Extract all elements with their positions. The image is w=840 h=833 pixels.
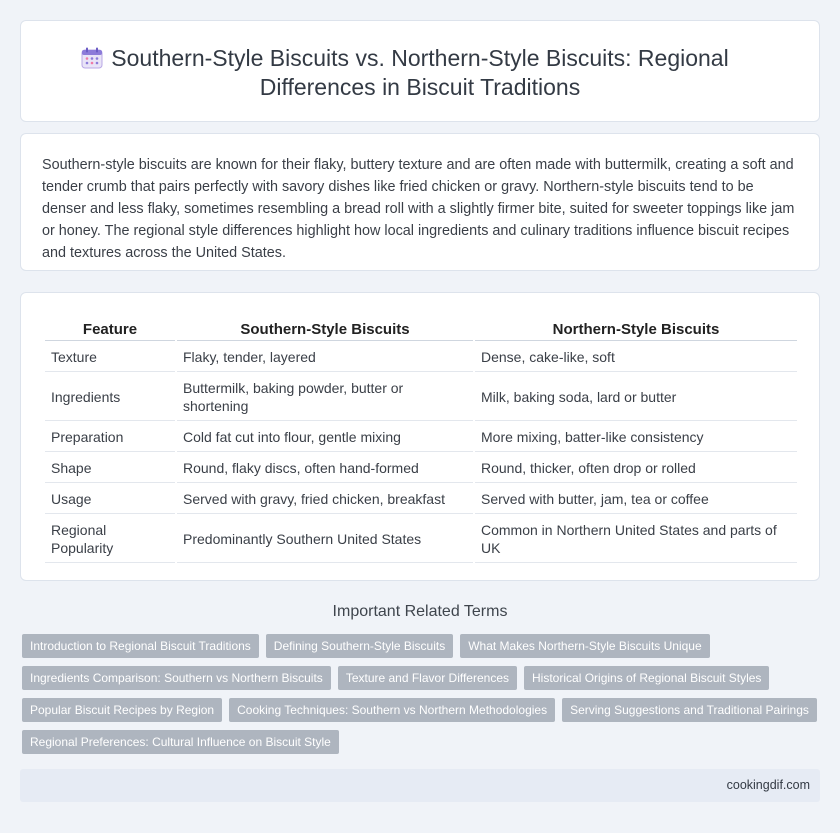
related-term-tag[interactable]: Regional Preferences: Cultural Influence on Biscuit Style xyxy=(22,730,339,754)
footer-site-link[interactable]: cookingdif.com xyxy=(726,778,810,792)
footer xyxy=(20,769,820,802)
intro-paragraph: Southern-style biscuits are known for their flaky, buttery texture and are often made with buttermilk, creating a soft and tender crumb that pairs perfectly with savory dishes like fried chicken or gravy. Northern-style biscuits tend to be denser and less flaky, sometimes resembling a bread roll with a slightly firmer bite, suited for sweeter toppings like jam or honey. The regional style differences highlight how local ingredients and culinary traditions influence biscuit recipes and textures across the United States. xyxy=(42,157,795,261)
related-term-tag[interactable]: What Makes Northern-Style Biscuits Unique xyxy=(460,634,709,658)
table-cell-southern: Round, flaky discs, often hand-formed xyxy=(177,454,473,483)
column-header: Southern-Style Biscuits xyxy=(177,319,473,341)
related-term-tag[interactable]: Texture and Flavor Differences xyxy=(338,666,517,690)
table-cell-feature: Texture xyxy=(45,343,175,372)
table-cell-northern: More mixing, batter-like consistency xyxy=(475,423,797,452)
related-term-tag[interactable]: Historical Origins of Regional Biscuit Styles xyxy=(524,666,769,690)
table-cell-feature: Usage xyxy=(45,485,175,514)
table-cell-southern: Flaky, tender, layered xyxy=(177,343,473,372)
column-header: Feature xyxy=(45,319,175,341)
intro-card xyxy=(20,133,820,271)
table-cell-northern: Dense, cake-like, soft xyxy=(475,343,797,372)
header-card xyxy=(20,20,820,122)
related-term-tag[interactable]: Popular Biscuit Recipes by Region xyxy=(22,698,222,722)
table-cell-northern: Round, thicker, often drop or rolled xyxy=(475,454,797,483)
table-header-row xyxy=(45,319,797,341)
column-header: Northern-Style Biscuits xyxy=(475,319,797,341)
table-cell-northern: Common in Northern United States and parts of UK xyxy=(475,516,797,563)
table-cell-feature: Ingredients xyxy=(45,374,175,421)
table-cell-southern: Buttermilk, baking powder, butter or shortening xyxy=(177,374,473,421)
table-cell-northern: Milk, baking soda, lard or butter xyxy=(475,374,797,421)
related-term-tag[interactable]: Introduction to Regional Biscuit Traditions xyxy=(22,634,259,658)
table-row xyxy=(45,454,797,483)
table-row xyxy=(45,485,797,514)
comparison-table xyxy=(43,317,799,565)
related-term-tag[interactable]: Defining Southern-Style Biscuits xyxy=(266,634,453,658)
table-cell-feature: Regional Popularity xyxy=(45,516,175,563)
comparison-table-card xyxy=(20,292,820,581)
related-terms-tags xyxy=(22,634,822,754)
table-cell-southern: Served with gravy, fried chicken, breakfast xyxy=(177,485,473,514)
page-title: Southern-Style Biscuits vs. Northern-Style Biscuits: Regional Differences in Biscuit Traditions xyxy=(111,45,729,100)
related-term-tag[interactable]: Serving Suggestions and Traditional Pairings xyxy=(562,698,817,722)
related-term-tag[interactable]: Ingredients Comparison: Southern vs Northern Biscuits xyxy=(22,666,331,690)
table-row xyxy=(45,343,797,372)
table-cell-feature: Shape xyxy=(45,454,175,483)
table-cell-southern: Cold fat cut into flour, gentle mixing xyxy=(177,423,473,452)
table-row xyxy=(45,423,797,452)
table-cell-northern: Served with butter, jam, tea or coffee xyxy=(475,485,797,514)
table-cell-southern: Predominantly Southern United States xyxy=(177,516,473,563)
related-terms-title: Important Related Terms xyxy=(332,603,508,620)
table-row xyxy=(45,374,797,421)
table-cell-feature: Preparation xyxy=(45,423,175,452)
related-term-tag[interactable]: Cooking Techniques: Southern vs Northern Methodologies xyxy=(229,698,555,722)
table-row xyxy=(45,516,797,563)
